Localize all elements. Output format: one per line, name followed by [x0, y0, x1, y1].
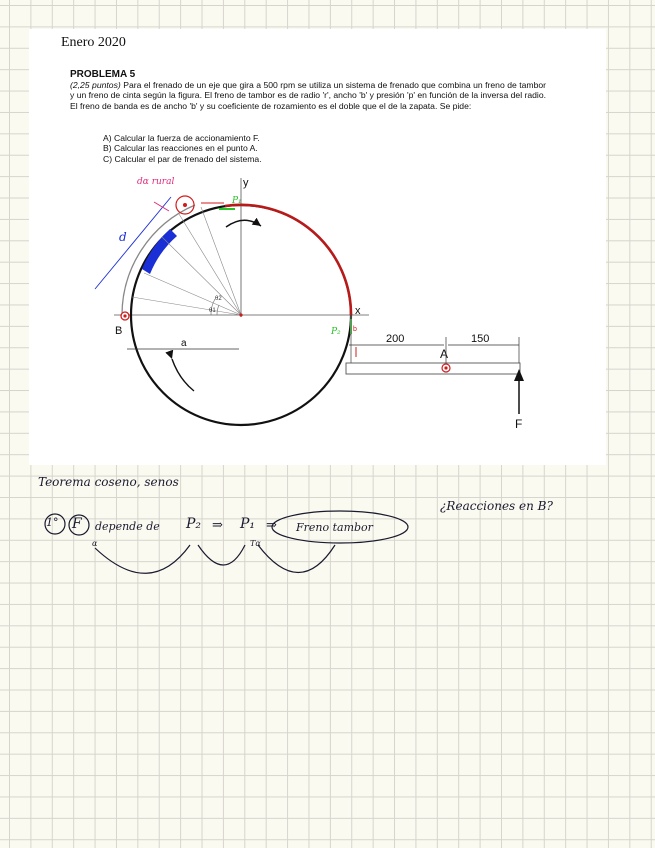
- note-step-text: depende de: [95, 520, 160, 533]
- date-heading: Enero 2020: [61, 35, 126, 50]
- question-c: C) Calcular el par de frenado del sistema.: [103, 153, 262, 164]
- loop-arrow-1: [95, 545, 190, 573]
- theta2-label: θ2: [215, 296, 222, 302]
- label-d: d: [119, 230, 127, 244]
- problem-body: Para el frenado de un eje que gira a 500 rpm se utiliza un sistema de frenado que combina un freno de tambor y un freno de cinta según la figura. El freno de tambor es de radio 'r', ancho 'b' y presión 'p' en función de la inversa del radio. El freno de banda es de ancho 'b' y su coeficiente de rozamiento es el doble que el de la zapata. Se pide:: [70, 80, 546, 111]
- note-arrow-2: ⇒: [266, 518, 277, 533]
- question-b: B) Calcular las reacciones en el punto A.: [103, 143, 258, 154]
- note-theorem: Teorema coseno, senos: [38, 475, 179, 489]
- drum-brake-ellipse: [272, 511, 408, 543]
- label-x: x: [355, 305, 361, 317]
- problem-points: (2,25 puntos): [70, 80, 121, 90]
- label-f: F: [515, 417, 523, 431]
- note-arrow-1: ⇒: [212, 518, 223, 533]
- annotation-p2: P₂: [331, 327, 341, 337]
- note-step-f: F: [72, 516, 82, 532]
- note-sub-talpha: Tα: [250, 539, 261, 548]
- note-drum-brake: Freno tambor: [296, 521, 373, 534]
- dim-200: 200: [386, 333, 405, 345]
- label-a: a: [181, 338, 187, 349]
- note-reactions-question: ¿Reacciones en B?: [440, 499, 553, 513]
- label-a-point: A: [440, 347, 449, 361]
- annotation-p1: P₁: [232, 196, 242, 206]
- theta1-label: θ1: [209, 308, 216, 314]
- step-number-circle: [45, 514, 65, 534]
- note-step-p2: P₂: [186, 516, 202, 532]
- note-step-p1: P₁: [240, 516, 256, 532]
- label-y: y: [243, 177, 249, 189]
- note-step-number: 1°: [46, 516, 59, 529]
- label-b-point: B: [115, 325, 123, 337]
- loop-arrow-2: [198, 545, 245, 565]
- loop-arrow-3: [258, 545, 335, 573]
- note-sub-alpha: α: [92, 539, 98, 548]
- dim-150: 150: [471, 333, 490, 345]
- annotation-radial: dα rural: [137, 177, 175, 187]
- step-f-circle: [69, 515, 89, 535]
- problem-title: PROBLEMA 5: [70, 69, 136, 80]
- question-a: A) Calcular la fuerza de accionamiento F.: [103, 133, 260, 143]
- label-small-b: b: [353, 326, 357, 333]
